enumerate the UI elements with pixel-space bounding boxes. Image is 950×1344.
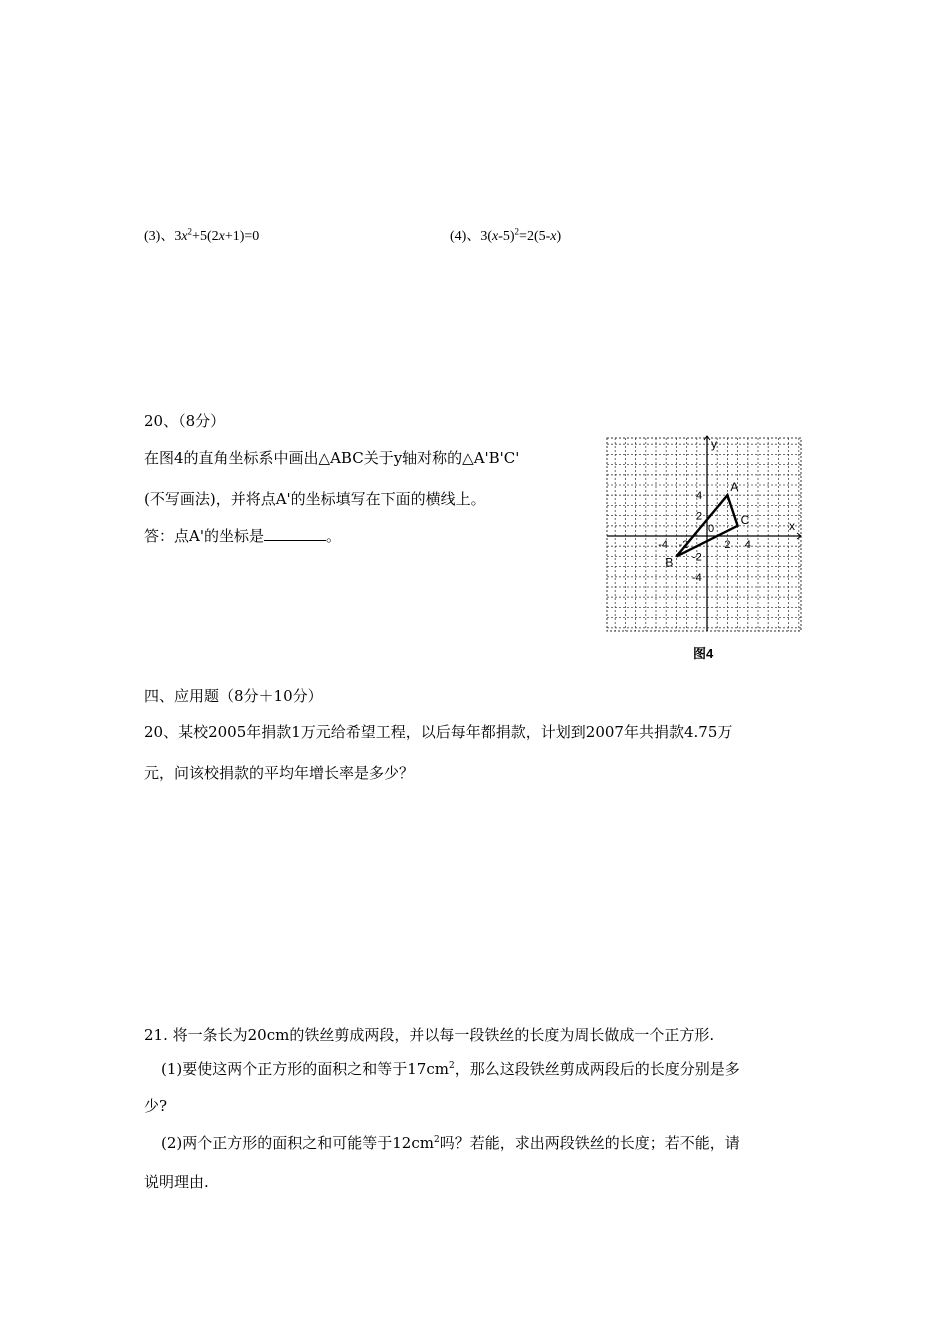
origin-label: 0: [708, 523, 715, 535]
y-tick-label: -4: [692, 571, 702, 584]
vertex-label-a: A: [730, 480, 739, 495]
x-tick-label: 2: [724, 539, 731, 551]
vertex-label-c: C: [740, 512, 750, 527]
x-tick-label: 4: [744, 539, 751, 551]
x-axis-label: x: [789, 519, 795, 533]
y-tick-label: 2: [696, 510, 703, 523]
y-axis-label: y: [711, 437, 717, 451]
equation-3: (3)、$3x^2+5(2x+1)=0$: [144, 226, 260, 244]
answer-blank[interactable]: [264, 528, 326, 541]
equation-4: (4)、$3(x-5)^2=2(5-x)$: [450, 226, 562, 244]
section-4-header: 四、应用题（8分＋10分）: [144, 687, 323, 705]
question-20b-line-1: 20、某校2005年捐款1万元给希望工程，以后每年都捐款，计划到2007年共捐款4.75万: [144, 723, 733, 741]
figure-4-coordinate-grid: [600, 430, 810, 670]
x-tick-label: -2: [678, 539, 689, 551]
y-tick-label: -2: [692, 551, 702, 564]
y-tick-label: 4: [696, 490, 703, 503]
question-21-part-1: (1)要使这两个正方形的面积之和等于$17cm^2$，那么这段铁丝剪成两段后的长度分别是多: [161, 1060, 740, 1078]
question-20-header: 20、（8分）: [144, 412, 226, 430]
vertex-label-b: B: [665, 555, 674, 570]
x-tick-label: -4: [658, 539, 668, 551]
question-21-part-2: (2)两个正方形的面积之和可能等于$12cm^2$吗？若能，求出两段铁丝的长度；若不能，请: [161, 1134, 740, 1152]
grid-border: [607, 438, 801, 631]
question-21-part-2-line-2: 说明理由.: [144, 1173, 209, 1191]
question-20b-line-2: 元，问该校捐款的平均年增长率是多少？: [144, 764, 415, 782]
question-21-part-1-line-2: 少?: [144, 1097, 168, 1115]
question-20-line-2: (不写画法)，并将点A'的坐标填写在下面的横线上。: [144, 490, 486, 508]
question-20-line-1: 在图4的直角坐标系中画出△ABC关于y轴对称的△A'B'C': [144, 449, 520, 467]
figure-caption: 图4: [693, 646, 714, 661]
question-20-answer: 答：点A'的坐标是 。: [144, 527, 341, 545]
question-21-line-1: 21. 将一条长为20cm的铁丝剪成两段，并以每一段铁丝的长度为周长做成一个正方形.: [144, 1026, 715, 1044]
